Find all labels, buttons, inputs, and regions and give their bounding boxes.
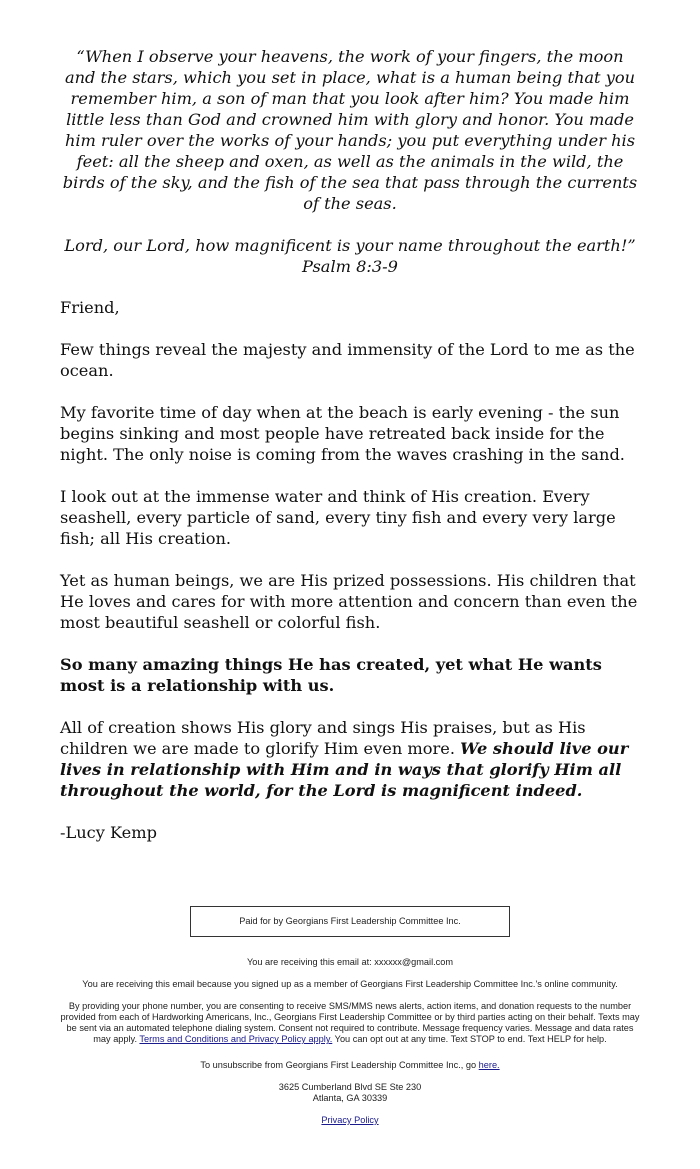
paragraph-2: My favorite time of day when at the beach is early evening - the sun begins sinking and most people have retreated back inside for the night. The only noise is coming from the waves crashing in the sand. — [60, 403, 625, 464]
sms-consent-notice — [0, 1001, 700, 1045]
privacy-policy-link[interactable]: Privacy Policy — [321, 1115, 379, 1125]
unsubscribe-text: To unsubscribe from Georgians First Leadership Committee Inc., go — [200, 1060, 479, 1070]
scripture-closing: Lord, our Lord, how magnificent is your name throughout the earth!” — [64, 236, 636, 255]
paragraph-6-text: All of creation shows His glory and sings His praises, but as His children we are made to glorify Him even more. — [60, 718, 586, 758]
paragraph-4: Yet as human beings, we are His prized possessions. His children that He loves and cares for with more attention and concern than even the most beautiful seashell or colorful fish. — [60, 571, 638, 632]
receiving-email-notice: You are receiving this email at: xxxxxx@gmail.com — [246, 957, 454, 967]
paragraph-6-emphasis: We should live our lives in relationship with Him and in ways that glorify Him all throughout the world, for the Lord is magnificent indeed. — [60, 739, 629, 800]
signup-notice: You are receiving this email because you signed up as a member of Georgians First Leadership Committee Inc.'s online community. — [82, 979, 618, 989]
paid-for-text: Paid for by Georgians First Leadership Committee Inc. — [239, 916, 461, 926]
mailing-address-line-2: Atlanta, GA 30339 — [312, 1093, 388, 1103]
signature: -Lucy Kemp — [60, 823, 157, 842]
privacy-policy-line — [0, 1115, 700, 1126]
unsubscribe-link[interactable]: here. — [478, 1060, 500, 1070]
email-body — [60, 0, 640, 843]
scripture-quote: “When I observe your heavens, the work of your fingers, the moon and the stars, which you set in place, what is a human being that you remember him, a son of man that you look after him? You made him little less than God and crowned him with glory and honor. You made him ruler over the works of your hands; you put everything under his feet: all the sheep and oxen, as well as the animals in the wild, the birds of the sky, and the fish of the sea that pass through the currents of the seas. — [62, 47, 638, 213]
paid-for-disclaimer-box — [190, 906, 510, 937]
terms-privacy-link[interactable]: Terms and Conditions and Privacy Policy apply. — [139, 1034, 333, 1044]
email-footer — [0, 906, 700, 1126]
sms-consent-text: By providing your phone number, you are consenting to receive SMS/MMS news alerts, action items, and donation requests to the number provided from each of Hardworking Americans, Inc., Georgians First Leadership Committee or by third parties acting on their behalf. Texts may be sent via an automated telephone dialing system. Consent not required to contribute. Message frequency varies. Message and data rates may apply. — [60, 1001, 640, 1044]
unsubscribe-notice — [0, 1060, 700, 1071]
mailing-address-line-1: 3625 Cumberland Blvd SE Ste 230 — [278, 1082, 422, 1092]
paragraph-5-bold: So many amazing things He has created, yet what He wants most is a relationship with us. — [60, 655, 602, 695]
spacer — [60, 214, 640, 235]
paragraph-3: I look out at the immense water and think of His creation. Every seashell, every particle of sand, every tiny fish and every very large fish; all His creation. — [60, 487, 616, 548]
paragraph-1: Few things reveal the majesty and immensity of the Lord to me as the ocean. — [60, 340, 635, 380]
scripture-reference: Psalm 8:3-9 — [302, 257, 398, 276]
paragraph-6 — [60, 717, 640, 801]
sms-consent-tail: You can opt out at any time. Text STOP to end. Text HELP for help. — [332, 1034, 607, 1044]
greeting: Friend, — [60, 298, 120, 317]
